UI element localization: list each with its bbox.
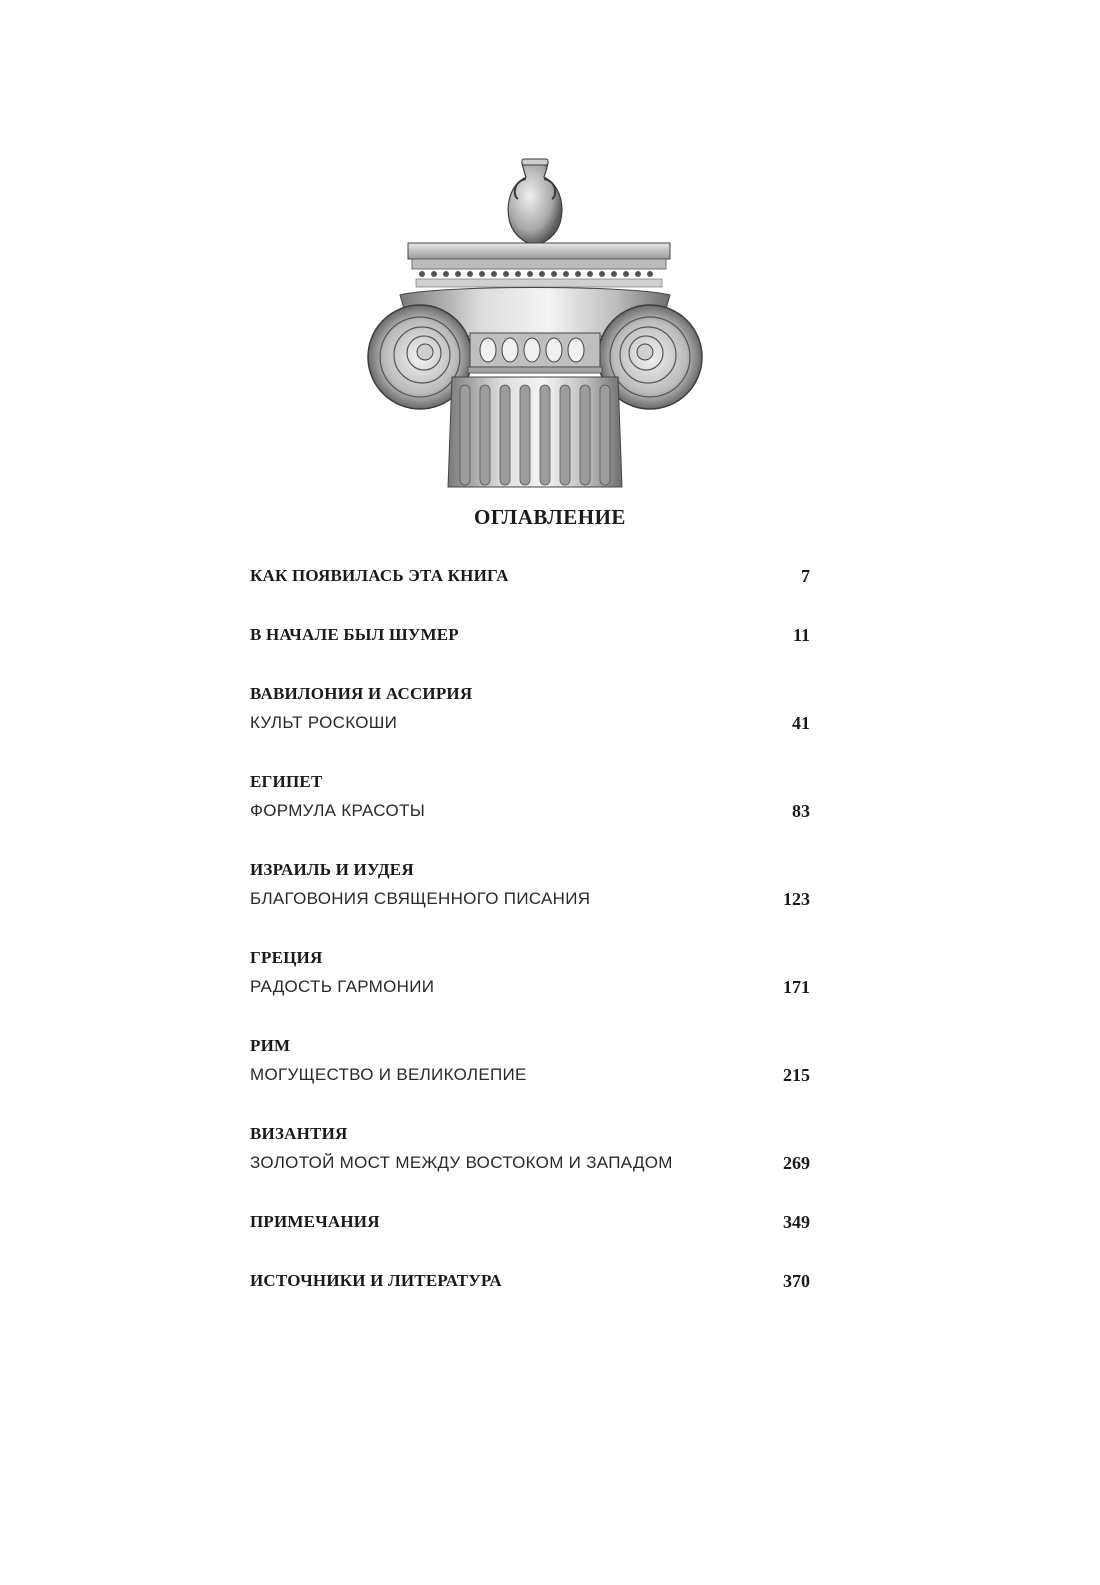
toc-entry-page: 349 [783, 1212, 810, 1232]
toc-entry[interactable] [250, 859, 830, 910]
toc-entry[interactable] [250, 1270, 830, 1292]
toc-entry[interactable] [250, 683, 830, 734]
toc-entry-heading: В НАЧАЛЕ БЫЛ ШУМЕР [250, 625, 459, 644]
toc-entry-heading: КАК ПОЯВИЛАСЬ ЭТА КНИГА [250, 566, 509, 585]
toc-entry-heading: ГРЕЦИЯ [250, 948, 323, 967]
toc-entry[interactable] [250, 1211, 830, 1233]
toc-entry[interactable] [250, 1035, 830, 1086]
ionic-column-with-amphora-icon [360, 155, 710, 495]
toc-entry-page: 269 [783, 1153, 810, 1173]
toc-entry[interactable] [250, 565, 830, 587]
toc-entry-heading: ИСТОЧНИКИ И ЛИТЕРАТУРА [250, 1271, 502, 1290]
toc-entry-heading: РИМ [250, 1036, 291, 1055]
toc-entry[interactable] [250, 771, 830, 822]
toc-entry-page: 83 [792, 801, 810, 821]
toc-entry-page: 7 [801, 566, 810, 586]
toc-entry-heading: ЕГИПЕТ [250, 772, 323, 791]
toc-title: ОГЛАВЛЕНИЕ [474, 505, 626, 529]
toc-entry-subtitle: МОГУЩЕСТВО И ВЕЛИКОЛЕПИЕ [250, 1065, 527, 1084]
toc-entry[interactable] [250, 624, 830, 646]
toc-entry-subtitle: ФОРМУЛА КРАСОТЫ [250, 801, 426, 820]
toc-entry-page: 215 [783, 1065, 810, 1085]
toc-entry-page: 370 [783, 1271, 810, 1291]
toc-entry[interactable] [250, 1123, 830, 1174]
toc-entry-heading: ВАВИЛОНИЯ И АССИРИЯ [250, 684, 473, 703]
toc-entry-page: 171 [783, 977, 810, 997]
toc-entry-subtitle: ЗОЛОТОЙ МОСТ МЕЖДУ ВОСТОКОМ И ЗАПАДОМ [250, 1153, 673, 1172]
toc-entry-page: 123 [783, 889, 810, 909]
toc-entry-page: 41 [792, 713, 810, 733]
toc-entry[interactable] [250, 947, 830, 998]
toc-entry-subtitle: КУЛЬТ РОСКОШИ [250, 713, 398, 732]
toc-entry-subtitle: РАДОСТЬ ГАРМОНИИ [250, 977, 435, 996]
toc-entry-heading: ИЗРАИЛЬ И ИУДЕЯ [250, 860, 414, 879]
toc-entry-heading: ВИЗАНТИЯ [250, 1124, 348, 1143]
amphora [508, 159, 562, 245]
toc-entry-page: 11 [792, 625, 810, 645]
toc-entry-heading: ПРИМЕЧАНИЯ [250, 1212, 380, 1231]
toc-entry-subtitle: БЛАГОВОНИЯ СВЯЩЕННОГО ПИСАНИЯ [250, 889, 591, 908]
toc-list [250, 565, 830, 1329]
